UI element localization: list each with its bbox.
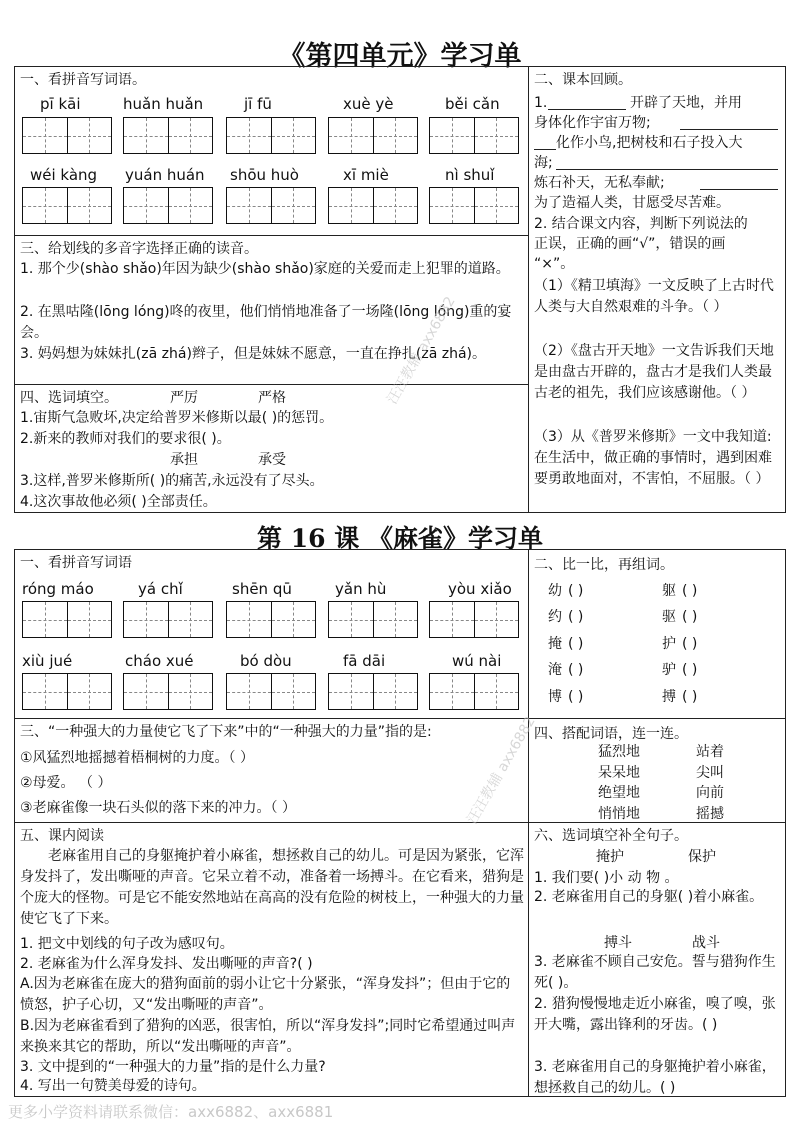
pinyin: pī kāi xyxy=(40,95,81,113)
pinyin: xiù jué xyxy=(22,652,73,670)
writing-grid[interactable] xyxy=(429,673,519,710)
writing-grid[interactable] xyxy=(226,601,316,638)
fill-line: 3. 老麻雀用自己的身躯掩护着小麻雀，想拯救自己的幼儿。( ) xyxy=(534,1059,776,1096)
pinyin: róng máo xyxy=(22,580,94,598)
fill-line: 2.新来的教师对我们的要求很( )。 xyxy=(20,431,231,447)
reading-question: 2. 老麻雀为什么浑身发抖、发出嘶哑的声音?( ) xyxy=(20,956,313,972)
word-option: 保护 xyxy=(688,849,716,865)
lesson16-s1-title: 一、看拼音写词语 xyxy=(20,555,132,571)
pinyin: yuán huán xyxy=(125,166,205,184)
compare-char: 掩 xyxy=(548,636,562,652)
match-left[interactable]: 绝望地 xyxy=(598,785,640,801)
pinyin: nì shuǐ xyxy=(445,166,495,184)
writing-grid[interactable] xyxy=(328,187,418,224)
judge-item: （3）从《普罗米修斯》一文中我知道:在生活中，做正确的事情时，遇到困难要勇敢地面对，不害怕，不屈服。（ ） xyxy=(534,429,772,487)
review-line: “×”。 xyxy=(534,256,575,272)
word-option: 严格 xyxy=(258,390,286,406)
compare-char: 淹 xyxy=(548,662,562,678)
match-left[interactable]: 呆呆地 xyxy=(598,765,640,781)
writing-grid[interactable] xyxy=(123,673,213,710)
compare-char: 搏 xyxy=(662,689,676,705)
writing-grid[interactable] xyxy=(429,117,519,154)
review-line: 海; xyxy=(534,155,553,171)
word-option: 严厉 xyxy=(170,390,198,406)
pinyin: bó dòu xyxy=(240,652,292,670)
writing-grid[interactable] xyxy=(226,187,316,224)
compare-char: 躯 xyxy=(662,583,676,599)
lesson16-s6-title: 六、选词填空补全句子。 xyxy=(534,828,688,844)
word-option: 承受 xyxy=(258,452,286,468)
unit4-s3-item: 1. 那个少(shào shǎo)年因为缺少(shào shǎo)家庭的关爱而走上犯罪的道路。 xyxy=(20,261,510,277)
unit4-title: 《第四单元》学习单 xyxy=(278,41,522,72)
choice-item: ①风猛烈地摇撼着梧桐树的力度。（ ） xyxy=(20,750,254,766)
pinyin: shēn qū xyxy=(232,580,292,598)
writing-grid[interactable] xyxy=(226,117,316,154)
pinyin: wú nài xyxy=(452,652,502,670)
word-option: 搏斗 xyxy=(604,935,632,951)
writing-grid[interactable] xyxy=(429,187,519,224)
compare-char: 约 xyxy=(548,609,562,625)
review-line: 开辟了天地，并用 xyxy=(630,95,742,111)
judge-item: （1）《精卫填海》一文反映了上古时代人类与大自然艰难的斗争。（ ） xyxy=(534,278,774,315)
pinyin: wéi kàng xyxy=(30,166,98,184)
writing-grid[interactable] xyxy=(123,187,213,224)
review-line: 2. 结合课文内容，判断下列说法的 xyxy=(534,216,748,232)
writing-grid[interactable] xyxy=(328,117,418,154)
lesson16-s5-title: 五、课内阅读 xyxy=(20,828,104,844)
review-line: 身体化作宇宙万物; xyxy=(534,115,651,131)
review-line: 1. xyxy=(534,95,548,111)
unit4-s1-title: 一、看拼音写词语。 xyxy=(20,72,146,88)
fill-line: 2. 猎狗慢慢地走近小麻雀，嗅了嗅，张开大嘴，露出锋利的牙齿。( ) xyxy=(534,996,776,1033)
fill-line: 2. 老麻雀用自己的身躯( )着小麻雀。 xyxy=(534,889,764,905)
writing-grid[interactable] xyxy=(22,601,112,638)
review-line: 炼石补天，无私奉献; xyxy=(534,175,665,191)
pinyin: cháo xué xyxy=(125,652,194,670)
pinyin: jī fū xyxy=(244,95,272,113)
fill-line: 3. 老麻雀不顾自己安危。誓与猎狗作生死( )。 xyxy=(534,954,776,991)
word-option: 承担 xyxy=(170,452,198,468)
pinyin: yá chǐ xyxy=(138,580,183,598)
review-line: 正误，正确的画“√”，错误的画 xyxy=(534,236,726,252)
pinyin: yòu xiǎo xyxy=(448,580,512,598)
writing-grid[interactable] xyxy=(22,187,112,224)
fill-line: 3.这样,普罗米修斯所( )的痛苦,永远没有了尽头。 xyxy=(20,473,324,489)
match-left[interactable]: 悄悄地 xyxy=(598,806,640,822)
pinyin: shōu huò xyxy=(230,166,299,184)
unit4-s3-item: 3. 妈妈想为妹妹扎(zā zhá)辫子，但是妹妹不愿意，一直在挣扎(zā zhá)。 xyxy=(20,346,487,362)
writing-grid[interactable] xyxy=(226,673,316,710)
judge-item: （2）《盘古开天地》一文告诉我们天地是由盘古开辟的，盘古才是我们人类最古老的祖先，我们应该感谢他。（ ） xyxy=(534,343,774,401)
pinyin: xuè yè xyxy=(343,95,394,113)
choice-item: ③老麻雀像一块石头似的落下来的冲力。（ ） xyxy=(20,800,296,816)
reading-option: B.因为老麻雀看到了猎狗的凶恶，很害怕，所以“浑身发抖”;同时它希望通过叫声来换来其它的帮助，所以“发出嘶哑的声音”。 xyxy=(20,1018,516,1055)
watermark: 汪汪教辅 axx6882 xyxy=(464,714,539,827)
unit4-s3-title: 三、给划线的多音字选择正确的读音。 xyxy=(20,241,258,257)
reading-question: 4. 写出一句赞美母爱的诗句。 xyxy=(20,1078,206,1094)
compare-char: 幼 xyxy=(548,583,562,599)
writing-grid[interactable] xyxy=(22,673,112,710)
compare-char: 驴 xyxy=(662,662,676,678)
lesson16-s2-title: 二、比一比，再组词。 xyxy=(534,557,674,573)
footer-note: 更多小学资料请联系微信：axx6882、axx6881 xyxy=(8,1103,334,1121)
writing-grid[interactable] xyxy=(328,601,418,638)
review-line: 化作小鸟,把树枝和石子投入大 xyxy=(556,135,743,151)
compare-char: 博 xyxy=(548,689,562,705)
reading-question: 1. 把文中划线的句子改为感叹句。 xyxy=(20,936,234,952)
compare-char: 护 xyxy=(662,636,676,652)
pinyin: fā dāi xyxy=(343,652,386,670)
compare-char: 驱 xyxy=(662,609,676,625)
lesson16-s4-title: 四、搭配词语，连一连。 xyxy=(534,726,688,742)
fill-line: 1. 我们要( )小 动 物 。 xyxy=(534,870,679,886)
match-right[interactable]: 摇撼 xyxy=(696,806,724,822)
unit4-s4-title: 四、选词填空。 xyxy=(20,390,118,406)
match-right[interactable]: 尖叫 xyxy=(696,765,724,781)
lesson16-title: 第 16 课 《麻雀》学习单 xyxy=(257,524,543,553)
fill-line: 1.宙斯气急败坏,决定给普罗米修斯以最( )的惩罚。 xyxy=(20,410,334,426)
word-option: 掩护 xyxy=(596,849,624,865)
writing-grid[interactable] xyxy=(123,601,213,638)
choice-item: ②母爱。 （ ） xyxy=(20,775,112,791)
match-right[interactable]: 站着 xyxy=(696,744,724,760)
fill-line: 4.这次事故他必须( )全部责任。 xyxy=(20,494,217,510)
pinyin: huǎn huǎn xyxy=(123,95,204,113)
pinyin: běi cǎn xyxy=(445,95,500,113)
lesson16-s3-title: 三、“一种强大的力量使它飞了下来”中的“一种强大的力量”指的是: xyxy=(20,724,432,740)
match-left[interactable]: 猛烈地 xyxy=(598,744,640,760)
review-line: 为了造福人类，甘愿受尽苦难。 xyxy=(534,195,730,211)
writing-grid[interactable] xyxy=(22,117,112,154)
reading-question: 3. 文中提到的“一种强大的力量”指的是什么力量? xyxy=(20,1059,326,1075)
pinyin: yǎn hù xyxy=(335,580,387,598)
unit4-s3-item: 2. 在黑咕隆(lōng lóng)咚的夜里，他们悄悄地准备了一场隆(lōng lóng)重的宴会。 xyxy=(20,304,512,341)
word-option: 战斗 xyxy=(692,935,720,951)
unit4-s2-title: 二、课本回顾。 xyxy=(534,72,632,88)
writing-grid[interactable] xyxy=(123,117,213,154)
match-right[interactable]: 向前 xyxy=(696,785,724,801)
writing-grid[interactable] xyxy=(328,673,418,710)
writing-grid[interactable] xyxy=(429,601,519,638)
pinyin: xī miè xyxy=(343,166,389,184)
watermark: 汪汪教辅 axx6882 xyxy=(384,294,459,407)
reading-passage: 老麻雀用自己的身躯掩护着小麻雀，想拯救自己的幼儿。可是因为紧张，它浑身发抖了，发出嘶哑的声音。它呆立着不动，准备着一场搏斗。在它看来，猎狗是个庞大的怪物。可是它不能安然地站在高高的没有危险的树枝上，一种强大的力量使它飞了下来。 xyxy=(20,848,524,927)
reading-option: A.因为老麻雀在庞大的猎狗面前的弱小让它十分紧张，“浑身发抖”；但由于它的愤怒，护子心切，又“发出嘶哑的声音”。 xyxy=(20,976,511,1013)
